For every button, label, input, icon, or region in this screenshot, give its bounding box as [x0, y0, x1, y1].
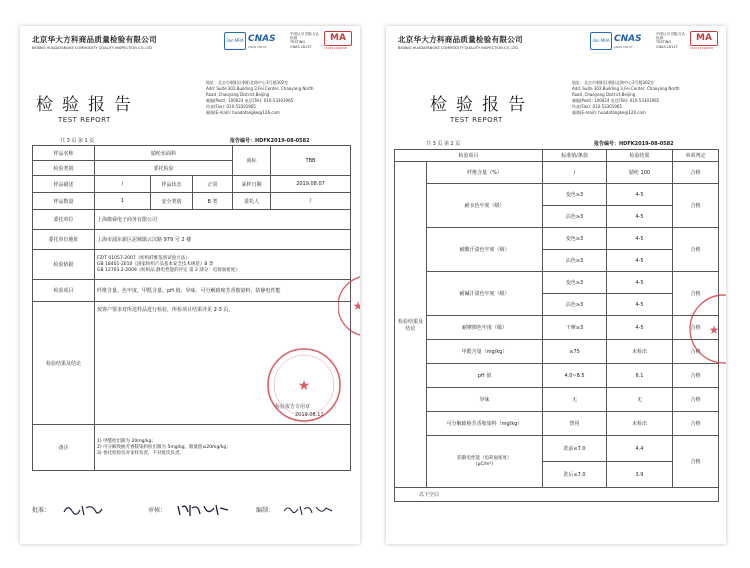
result-value: 腈纶 100: [607, 162, 673, 184]
result-verdict: 合格: [673, 162, 719, 184]
institute-address: [206, 80, 356, 116]
result-value: 未检出: [607, 340, 673, 364]
ilac-mra-logo-icon: ilac-MRA: [224, 32, 246, 50]
receive-date-label: 来样日期: [233, 176, 271, 193]
client-address-label: 委托单位地址: [33, 230, 95, 250]
result-standard: 洗后≤7.0: [543, 462, 607, 488]
address-line: Road ,Chaoyang District,Beijing: [572, 92, 636, 97]
reviewer-signature-icon: [176, 502, 230, 518]
approver-signature-icon: [62, 502, 106, 518]
page-indicator: 共 3 页 第 1 页: [60, 138, 95, 144]
category-label: 检验类别: [33, 161, 95, 176]
result-item: 耐摩擦色牢度（级）: [427, 316, 543, 340]
result-item: 甲醛含量（mg/kg）: [427, 340, 543, 364]
table-row: [33, 176, 351, 193]
address-line: 邮编(Post): 100024 电话(Tel): 010-53301965: [572, 98, 660, 103]
result-standard: 沾色≥3: [543, 294, 607, 316]
address-line: 传真(Fax): 010-53301965: [572, 104, 622, 109]
result-value: 3.9: [607, 462, 673, 488]
cnas-logo-text: CNAS: [614, 34, 642, 44]
stamp-date-text: 2019.08.12: [295, 412, 324, 418]
table-row: [33, 425, 351, 471]
test-items-value: 纤维含量、色牢度、甲醛含量、pH 值、异味、可分解致癌芳香胺染料、防静电性能: [95, 280, 351, 302]
client-person-value: /: [271, 193, 351, 210]
remarks-value: [95, 425, 351, 471]
address-line: 邮箱(E-mail): huadafangke@126.com: [572, 110, 646, 115]
test-results-table: [394, 149, 719, 502]
result-value: 4-5: [607, 250, 673, 272]
result-item-unit: (μC/m²): [475, 461, 494, 467]
page-indicator: 共 3 页 第 2 页: [426, 141, 461, 147]
table-row: [395, 488, 719, 502]
result-value: 4-5: [607, 206, 673, 228]
table-row: [33, 230, 351, 250]
result-item: 异味: [427, 388, 543, 412]
sample-name-label: 样品名称: [33, 146, 95, 161]
result-standard: 沾色≥3: [543, 206, 607, 228]
accreditation-logos: [224, 30, 354, 54]
sample-name-value: 腈纶布面料: [95, 146, 233, 161]
result-standard: 4.0~8.5: [543, 364, 607, 388]
result-verdict: 合格: [673, 272, 719, 316]
address-line: Add: Suite 302,Building 3,Fei Center, Chaoyang North: [206, 86, 314, 91]
cnas-side-text: [656, 32, 686, 49]
result-item: 可分解致癌芳香胺染料（mg/kg）: [427, 412, 543, 436]
institute-name-cn: 北京华大方科商品质量检验有限公司: [32, 35, 157, 44]
address-line: 地址：北京市朝阳区朝阳北路中心3号楼302室: [206, 80, 289, 85]
cnas-side-text: [290, 32, 320, 49]
safety-class-label: 安全类别: [151, 193, 193, 210]
result-standard: 变色≥3: [543, 228, 607, 250]
header-result: 检验结果: [607, 150, 673, 162]
result-value: 4-5: [607, 184, 673, 206]
cnas-side-en: TESTING: [290, 40, 306, 45]
conclusion-text: 按客户要求对所送样品进行检验，所检项目结果详见 2-3 页。: [97, 307, 234, 313]
remark-line: 3) 委托检验仅对来样负责，不对批次负责。: [97, 450, 185, 456]
result-standard: 沾色≥3: [543, 250, 607, 272]
header-standard: 标准值/条款: [543, 150, 607, 162]
address-line: Road ,Chaoyang District,Beijing: [206, 92, 270, 97]
remark-line: 2) 可分解致癌芳香胺染料检出限为 5mg/kg，限量值≤20mg/kg；: [97, 444, 231, 450]
result-item: 耐水色牢度（级）: [427, 184, 543, 228]
prepare-label: 编制：: [256, 507, 275, 514]
results-group-label: 检验结果及结论: [395, 162, 427, 488]
preparer-signature-icon: [282, 503, 334, 517]
safety-class-value: B 类: [193, 193, 233, 210]
cnas-logo-number: CNAS L8137: [614, 45, 633, 49]
result-value: 4-5: [607, 228, 673, 250]
result-standard: 变色≥3: [543, 184, 607, 206]
cma-logo-text: MA: [690, 31, 718, 46]
result-verdict: 合格: [673, 364, 719, 388]
table-row: [395, 316, 719, 340]
result-value: 4-5: [607, 316, 673, 340]
result-standard: 干摩≥3: [543, 316, 607, 340]
cnas-side-cn: 中国认可 国际互认 检测: [290, 32, 320, 41]
sample-state-label: 样品状态: [151, 176, 193, 193]
header-verdict: 单项判定: [673, 150, 719, 162]
result-verdict: 合格: [673, 436, 719, 488]
blank-below-text: 以下空白: [395, 488, 719, 502]
client-org-label: 委托单位: [33, 210, 95, 230]
address-line: 邮编(Post): 100024 电话(Tel): 010-53301965: [206, 98, 294, 103]
sample-qty-value: 1: [95, 193, 151, 210]
result-item: 纤维含量（%）: [427, 162, 543, 184]
client-person-label: 委托人: [233, 193, 271, 210]
cnas-side-en: TESTING: [656, 40, 672, 45]
result-verdict: 合格: [673, 340, 719, 364]
result-value: 无: [607, 388, 673, 412]
report-title-cn: 检验报告: [430, 95, 534, 115]
result-item: [427, 436, 543, 488]
result-verdict: 合格: [673, 184, 719, 228]
result-standard: /: [543, 162, 607, 184]
report-number: 报告编号：HDFK2019-08-0582: [230, 138, 310, 144]
svg-text:★: ★: [352, 299, 364, 313]
address-line: 邮箱(E-mail): huadafangke@126.com: [206, 110, 280, 115]
brand-label: 商标: [233, 146, 271, 176]
table-row: [395, 412, 719, 436]
result-item: 耐酸汗渍色牢度（级）: [427, 228, 543, 272]
conclusion-label: 检验结果及结论: [33, 302, 95, 425]
result-standard: 无: [543, 388, 607, 412]
cma-logo-icon: [324, 31, 352, 49]
table-row: [395, 272, 719, 294]
basis-line: GB 18401-2010《国家纺织产品基本安全技术规范》B 类: [97, 261, 214, 267]
result-item: pH 值: [427, 364, 543, 388]
report-title-en: TEST REPORT: [58, 116, 111, 124]
test-basis-value: [95, 250, 351, 280]
svg-text:★: ★: [708, 323, 720, 337]
cma-logo-icon: [690, 31, 718, 49]
table-row: [395, 184, 719, 206]
cnas-side-cn: 中国认可 国际互认 检测: [656, 32, 686, 41]
result-standard: 洗前≤7.0: [543, 436, 607, 462]
sample-qty-label: 样品数量: [33, 193, 95, 210]
client-org-value: 上海微舜电子商务有限公司: [95, 210, 351, 230]
result-verdict: 合格: [673, 316, 719, 340]
table-row: [395, 228, 719, 250]
result-verdict: 合格: [673, 388, 719, 412]
table-row: [33, 250, 351, 280]
result-standard: 变色≥3: [543, 272, 607, 294]
cma-logo-number: 150111340058: [690, 46, 713, 50]
table-row: [33, 193, 351, 210]
result-value: 未检出: [607, 412, 673, 436]
brand-value: TBB: [271, 146, 351, 176]
report-number: 报告编号：HDFK2019-08-0582: [594, 141, 674, 147]
table-row: [33, 146, 351, 161]
institute-name-en: BEIJING HUADAFANGKE COMMODITY QUALITY INSPECTION CO.,LTD: [32, 46, 152, 50]
conclusion-value: [95, 302, 351, 425]
report-title-cn: 检验报告: [36, 95, 140, 115]
table-row: [395, 388, 719, 412]
sample-state-value: 正常: [193, 176, 233, 193]
remarks-label: 备注: [33, 425, 95, 471]
cma-logo-text: MA: [324, 31, 352, 46]
result-value: 4-5: [607, 294, 673, 316]
result-standard: ≤75: [543, 340, 607, 364]
result-item: 耐碱汗渍色牢度（级）: [427, 272, 543, 316]
result-value: 4-5: [607, 272, 673, 294]
cnas-logo-number: CNAS L8137: [248, 45, 267, 49]
approve-label: 批准：: [32, 507, 51, 514]
table-header-row: [395, 150, 719, 162]
result-verdict: 合格: [673, 228, 719, 272]
basis-line: FZ/T 01057-2007《纺织纤维鉴别试验方法》: [97, 255, 190, 261]
test-items-label: 检验项目: [33, 280, 95, 302]
sample-desc-label: 样品描述: [33, 176, 95, 193]
ilac-mra-logo-icon: ilac-MRA: [590, 32, 612, 50]
table-row: [33, 210, 351, 230]
result-value: 6.1: [607, 364, 673, 388]
address-line: Add: Suite 302,Building 3,Fei Center, Chaoyang North: [572, 86, 680, 91]
result-value: 4.4: [607, 436, 673, 462]
report-title-en: TEST REPORT: [450, 116, 503, 124]
institute-name-cn: 北京华大方科商品质量检验有限公司: [398, 35, 523, 44]
result-standard: 禁用: [543, 412, 607, 436]
svg-text:★: ★: [297, 378, 311, 394]
table-row: [395, 162, 719, 184]
review-label: 审核：: [148, 507, 167, 514]
cnas-side-no: CNAS L8137: [656, 44, 678, 49]
cnas-logo-icon: [614, 30, 652, 50]
table-row: [395, 436, 719, 462]
address-line: 地址：北京市朝阳区朝阳北路中心3号楼302室: [572, 80, 655, 85]
client-address-value: 上海市浦东新区泥城镇云汉路 979 号 2 楼: [95, 230, 351, 250]
category-value: 委托检验: [95, 161, 233, 176]
address-line: 传真(Fax): 010-53301965: [206, 104, 256, 109]
report-page-2: [386, 26, 726, 544]
table-row: [33, 280, 351, 302]
table-row: [33, 302, 351, 425]
receive-date-value: 2019.08.07: [271, 176, 351, 193]
institute-name-en: BEIJING HUADAFANGKE COMMODITY QUALITY INSPECTION CO.,LTD: [398, 46, 518, 50]
result-verdict: 合格: [673, 412, 719, 436]
cnas-side-no: CNAS L8137: [290, 44, 312, 49]
header-test-item: 检验项目: [395, 150, 543, 162]
remark-line: 1) 甲醛检出限为 20mg/kg；: [97, 438, 156, 444]
accreditation-logos: [590, 30, 720, 54]
cnas-logo-icon: [248, 30, 286, 50]
sample-desc-value: /: [95, 176, 151, 193]
table-row: [395, 340, 719, 364]
cnas-logo-text: CNAS: [248, 34, 276, 44]
report-page-1: [20, 26, 364, 544]
stamp-label-text: 检验报告专用章: [275, 404, 311, 410]
cma-logo-number: 150111340058: [324, 46, 347, 50]
test-basis-label: 检验依据: [33, 250, 95, 280]
institute-address: [572, 80, 722, 116]
sample-info-table: [32, 145, 351, 471]
table-row: [395, 364, 719, 388]
result-item-name: 防静电性能（电荷面密度）: [457, 455, 512, 461]
basis-line: GB 12703.2-2009《纺织品 静电性能的评定 第 2 部分：电荷面密度》: [97, 267, 240, 273]
